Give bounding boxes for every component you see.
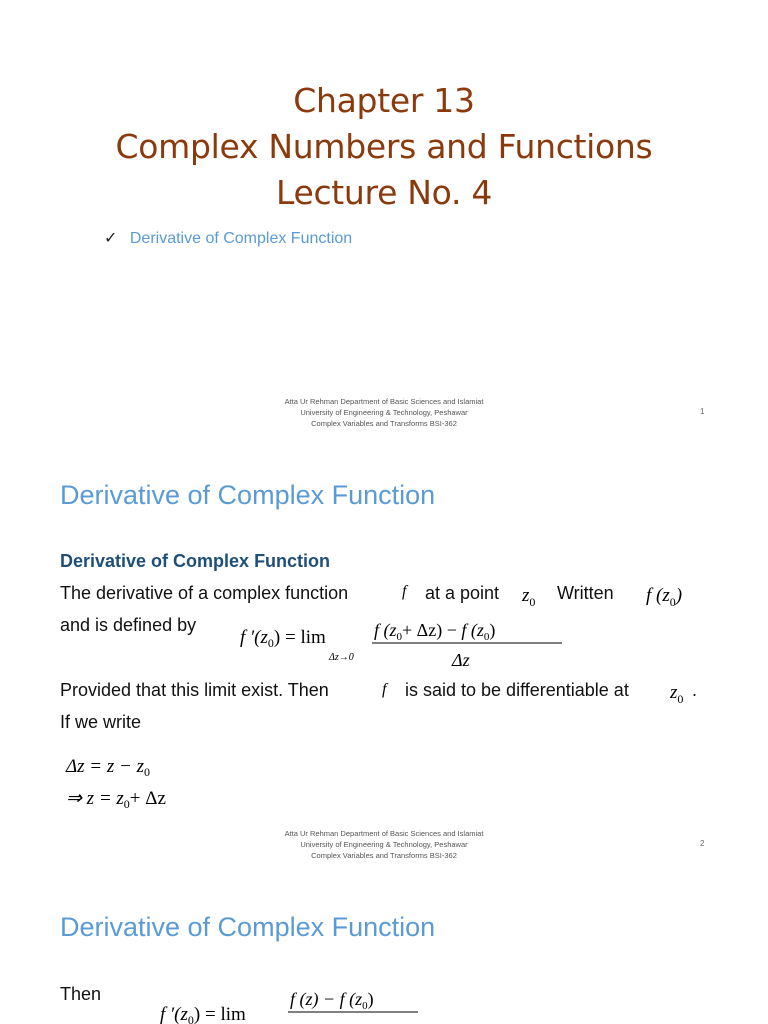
text-line: at a point <box>425 583 500 603</box>
svg-text:f (z) − f (z0): f (z) − f $(z_0)$ <box>290 989 374 1012</box>
svg-text:⇒ z = z0+ Δz: ⇒ $z = z_0+ \Delta z$ <box>66 788 166 811</box>
text-line: is said to be differentiable at <box>405 680 629 700</box>
slide-1 <box>0 0 768 432</box>
text-line: The derivative of a complex function <box>60 583 349 603</box>
footer-line: University of Engineering & Technology, Peshawar <box>300 408 468 417</box>
text-line: Then <box>60 984 102 1004</box>
math-f: f <box>402 583 407 600</box>
svg-text:f ′(z0) = lim: f $'(z_0) = \lim$ <box>160 1004 246 1024</box>
text-line: and is defined by <box>60 615 197 635</box>
svg-text:Δz = z − z0: $\Delta z = z - z_0$ <box>66 756 150 779</box>
svg-text:f (z0+ Δz) − f (z0): f $(z_0+ \Delta z) - f$ $(z_0)$ <box>374 620 496 643</box>
math-f-z0: f $(z_0)$ <box>646 585 683 609</box>
lecture-title: Lecture No. 4 <box>275 173 493 212</box>
text-line: If we write <box>60 712 142 732</box>
math-f: f <box>382 681 387 698</box>
slide-subtitle: Derivative of Complex Function <box>60 551 331 571</box>
chapter-title: Chapter 13 <box>293 81 475 120</box>
footer-line: University of Engineering & Technology, Peshawar <box>300 840 468 849</box>
text-line: . <box>692 680 698 700</box>
course-title: Complex Numbers and Functions <box>115 127 653 166</box>
footer-line: Atta Ur Rehman Department of Basic Sciences and Islamiat <box>284 397 484 406</box>
page-number: 1 <box>700 407 705 416</box>
slide-footer <box>0 396 768 429</box>
page-number: 2 <box>700 839 705 848</box>
bullet-item <box>104 228 352 248</box>
svg-text:f ′(z0) = lim: f $'(z_0) = \lim$ <box>240 627 326 650</box>
footer-line: Complex Variables and Transforms BSI-362 <box>311 851 457 860</box>
slide-3 <box>0 864 768 1024</box>
text-line: Written <box>557 583 614 603</box>
svg-text:Δz→0: Δz→0 <box>329 652 354 663</box>
derivative-definition-formula <box>236 612 576 668</box>
check-icon: ✓ <box>104 228 118 247</box>
svg-text:Δz: Δz <box>452 650 470 668</box>
slide-title: Derivative of Complex Function <box>60 912 436 942</box>
text-line: Provided that this limit exist. Then <box>60 680 329 700</box>
slide-2 <box>0 432 768 864</box>
math-z0: $z_0$ <box>522 585 536 609</box>
footer-line: Atta Ur Rehman Department of Basic Sciences and Islamiat <box>284 829 484 838</box>
slide-title: Derivative of Complex Function <box>60 480 436 510</box>
math-z0: $z_0$ <box>670 682 684 706</box>
bullet-text: Derivative of Complex Function <box>129 230 353 247</box>
footer-line: Complex Variables and Transforms BSI-362 <box>311 419 457 428</box>
slide-footer <box>0 828 768 861</box>
substitution-equations <box>62 748 262 818</box>
derivative-limit-formula <box>156 988 436 1024</box>
